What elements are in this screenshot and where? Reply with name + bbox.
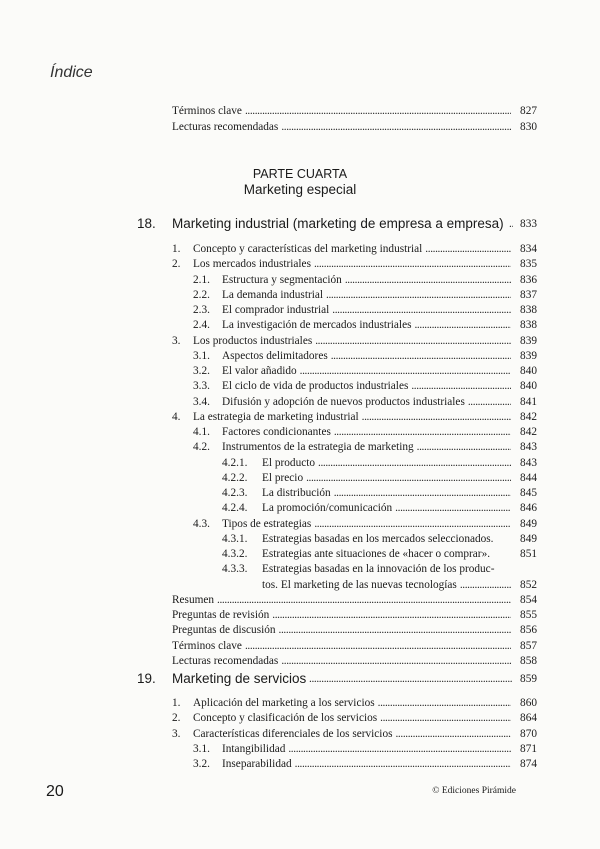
entry-page: 834 [520,243,537,255]
dot-leader [380,711,511,726]
entry-page: 827 [520,105,537,117]
entry-number: 3. [172,334,181,347]
dot-leader [395,727,511,742]
chapter-18-heading [137,215,537,233]
dot-leader [314,257,511,272]
entry-number: 3.1. [193,742,210,755]
entry-page: 852 [520,578,537,591]
dot-leader [331,349,511,364]
entry-title: Factores condicionantes [222,426,331,438]
entry-number: 4.2.1. [222,456,248,469]
toc-entry [172,578,537,593]
entry-number: 4.1. [193,426,210,438]
entry-number: 3.1. [193,349,210,362]
toc-entry [172,410,537,425]
entry-title: Términos clave [172,639,242,652]
dot-leader [460,578,511,593]
entry-page: 843 [520,456,537,469]
entry-number: 3. [172,727,181,740]
toc-entry [172,471,537,486]
dot-leader [509,215,513,233]
toc-entry [172,334,537,349]
entry-page: 855 [520,609,537,621]
entry-title: Lecturas recomendadas [172,121,279,133]
toc-entry [172,257,537,272]
entry-title: Concepto y características del marketing industrial [193,243,423,255]
entry-page: 830 [520,121,537,133]
entry-page: 841 [520,395,537,408]
entry-page: 854 [520,593,537,606]
toc-entry [172,757,537,772]
toc-entry [172,486,537,501]
toc-entry [172,623,537,638]
entry-page: 843 [520,441,537,454]
entry-page: 837 [520,288,537,301]
dot-leader [245,639,511,654]
entry-title: Preguntas de revisión [172,609,270,621]
toc-entry [172,547,537,562]
entry-page: 851 [520,548,537,560]
entry-number: 4.3.1. [222,532,248,545]
entry-title: Aspectos delimitadores [222,349,328,362]
dot-leader [314,517,511,532]
entry-number: 4. [172,410,181,423]
dot-leader [279,623,511,638]
entry-title: La investigación de mercados industriales [222,319,412,332]
entry-number: 2. [172,712,181,725]
copyright-notice: © Ediciones Pirámide [432,786,516,796]
part-label: PARTE CUARTA [252,167,348,181]
entry-page: 844 [520,471,537,484]
entry-page: 856 [520,624,537,637]
entry-number: 2.2. [193,288,210,301]
entry-title: La distribución [262,487,331,499]
dot-leader [362,410,511,425]
dot-leader [417,440,511,455]
toc-entry [172,120,537,135]
toc-entry [172,104,537,119]
entry-title: La promoción/comunicación [262,502,393,515]
entry-title: El precio [262,471,304,484]
entry-page: 860 [520,697,537,709]
toc-entry [172,395,537,410]
entry-page: 871 [520,742,537,755]
toc-entry [172,608,537,623]
toc-entry [172,456,537,471]
entry-number: 3.3. [193,380,210,393]
entry-number: 4.2. [193,441,210,454]
dot-leader [411,379,511,394]
entry-number: 1. [172,697,181,709]
entry-page: 870 [520,727,537,740]
entry-page: 836 [520,273,537,286]
entry-number: 4.2.3. [222,487,248,499]
entry-page: 874 [520,758,537,770]
entry-page: 849 [520,517,537,530]
entry-page: 849 [520,532,537,545]
toc-entry [172,318,537,333]
entry-title: Estrategias ante situaciones de «hacer o comprar». [262,548,491,560]
entry-page: 845 [520,487,537,499]
entry-title: Inseparabilidad [222,758,292,770]
entry-title: Intangibilidad [222,742,286,755]
entry-number: 1. [172,243,181,255]
dot-leader [288,742,511,757]
dot-leader [245,104,511,119]
entry-number: 4.3. [193,517,210,530]
entry-title: Los productos industriales [193,334,313,347]
entry-title: El producto [262,456,316,469]
toc-entry [172,303,537,318]
dot-leader [272,608,511,623]
page-number: 20 [46,783,64,800]
dot-leader [315,334,511,349]
entry-title: Términos clave [172,105,242,117]
toc-entry [172,440,537,455]
entry-title: El valor añadido [222,365,297,377]
toc-entry [172,639,537,654]
entry-title: tos. El marketing de las nuevas tecnologías [262,578,457,591]
entry-number: 3.2. [193,365,210,377]
toc-entry [172,562,537,577]
toc-entry [172,273,537,288]
entry-title: Estructura y segmentación [222,273,342,286]
entry-page: 864 [520,712,537,725]
dot-leader [300,364,511,379]
toc-entry [172,425,537,440]
entry-page: 839 [520,334,537,347]
dot-leader [425,242,511,257]
toc-entry [172,593,537,608]
dot-leader [395,501,511,516]
dot-leader [281,654,511,669]
entry-title: Difusión y adopción de nuevos productos industriales [222,395,465,408]
entry-number: 2. [172,258,181,271]
entry-number: 4.2.4. [222,502,248,515]
entry-title: Lecturas recomendadas [172,654,279,667]
entry-page: 842 [520,426,537,438]
entry-page: 838 [520,304,537,316]
toc-entry [172,242,537,257]
toc-entry [172,288,537,303]
dot-leader [306,471,511,486]
toc-entry [172,711,537,726]
entry-page: 857 [520,639,537,652]
entry-page: 846 [520,502,537,515]
entry-number: 3.4. [193,395,210,408]
dot-leader [334,425,511,440]
dot-leader [345,273,511,288]
entry-number: 3.2. [193,758,210,770]
toc-entry [172,501,537,516]
entry-title: Concepto y clasificación de los servicios [193,712,378,725]
chapter-19-heading [137,670,537,688]
entry-number: 4.3.3. [222,563,248,576]
toc-entry [172,532,537,547]
part-title: Marketing especial [243,182,357,197]
entry-number: 4.2.2. [222,471,248,484]
chapter-title: Marketing industrial (marketing de empresa a empresa) [172,216,504,231]
dot-leader [281,120,511,135]
toc-entry [172,517,537,532]
dot-leader [468,395,511,410]
chapter-page: 859 [520,673,537,685]
entry-title: Tipos de estrategias [222,517,312,530]
entry-title: El ciclo de vida de productos industriales [222,380,409,393]
toc-entry [172,349,537,364]
entry-page: 840 [520,365,537,377]
running-header: Índice [50,64,93,81]
dot-leader [332,303,511,318]
entry-page: 835 [520,258,537,271]
dot-leader [309,670,513,688]
dot-leader [318,456,511,471]
entry-title: Los mercados industriales [193,258,311,271]
entry-page: 839 [520,349,537,362]
dot-leader [334,486,511,501]
entry-title: Resumen [172,593,215,606]
dot-leader [378,696,511,711]
toc-entry [172,654,537,669]
entry-title: Estrategias basadas en la innovación de los produc- [262,563,495,576]
entry-title: Estrategias basadas en los mercados seleccionados. [262,532,494,545]
entry-page: 858 [520,654,537,667]
chapter-page: 833 [520,218,537,230]
entry-title: La estrategia de marketing industrial [193,410,359,423]
entry-number: 2.3. [193,304,210,316]
entry-title: La demanda industrial [222,288,324,301]
toc-entry [172,364,537,379]
entry-title: Aplicación del marketing a los servicios [193,697,375,709]
entry-page: 840 [520,380,537,393]
dot-leader [295,757,511,772]
toc-entry [172,727,537,742]
entry-title: Instrumentos de la estrategia de marketing [222,441,414,454]
toc-entry [172,696,537,711]
entry-page: 842 [520,410,537,423]
entry-page: 838 [520,319,537,332]
chapter-number: 18. [137,216,156,231]
toc-entry [172,379,537,394]
chapter-number: 19. [137,671,156,686]
entry-title: Preguntas de discusión [172,624,276,637]
dot-leader [326,288,511,303]
entry-number: 2.4. [193,319,210,332]
chapter-title: Marketing de servicios [172,671,307,686]
entry-title: Características diferenciales de los servicios [193,727,393,740]
entry-number: 2.1. [193,273,210,286]
dot-leader [414,318,511,333]
toc-entry [172,742,537,757]
dot-leader [217,593,511,608]
entry-title: El comprador industrial [222,304,330,316]
entry-number: 4.3.2. [222,548,248,560]
